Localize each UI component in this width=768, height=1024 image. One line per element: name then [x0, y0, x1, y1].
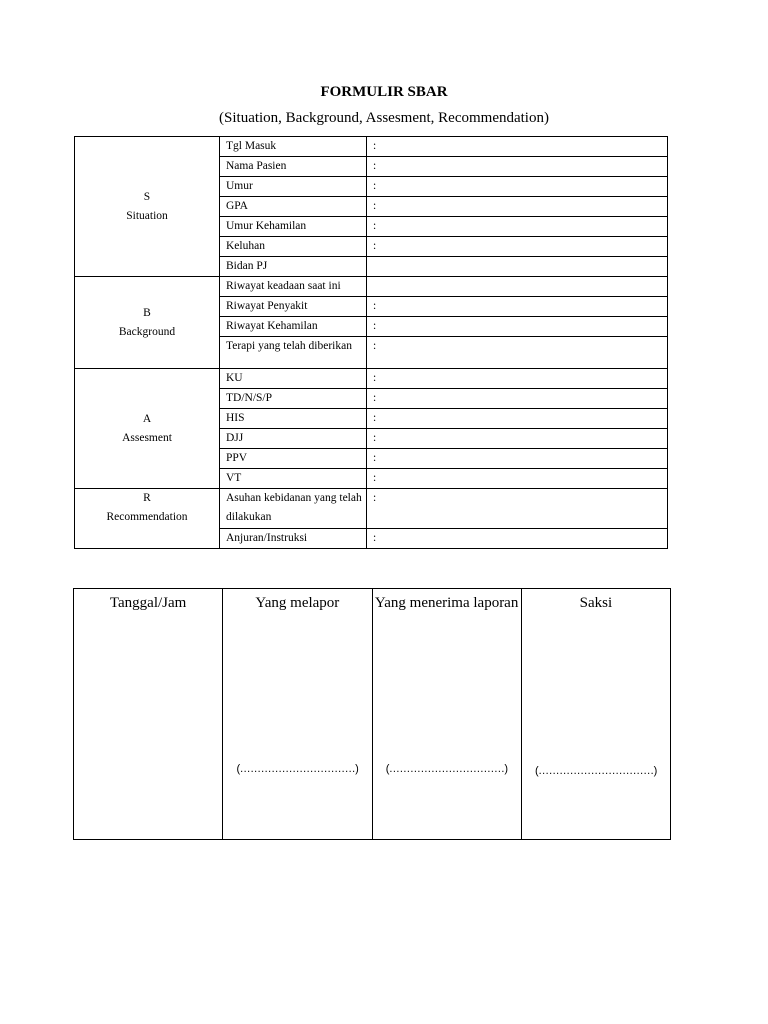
field-value[interactable]: : — [367, 389, 668, 409]
field-value[interactable]: : — [367, 529, 668, 549]
table-row — [75, 277, 668, 297]
field-value[interactable]: : — [367, 337, 668, 369]
field-label: Terapi yang telah diberikan — [220, 337, 367, 369]
field-label: Keluhan — [220, 237, 367, 257]
table-row — [75, 137, 668, 157]
field-label: HIS — [220, 409, 367, 429]
category-background — [75, 277, 220, 369]
field-label: PPV — [220, 449, 367, 469]
field-label: Nama Pasien — [220, 157, 367, 177]
field-value[interactable]: : — [367, 317, 668, 337]
category-assesment — [75, 369, 220, 489]
category-letter: S — [143, 190, 151, 203]
table-row — [74, 589, 671, 840]
signature-table — [73, 588, 671, 840]
column-header: Yang menerima laporan — [374, 595, 519, 611]
category-letter: A — [142, 412, 152, 425]
signature-line: (……………………………) — [534, 765, 657, 777]
field-value[interactable]: : — [367, 157, 668, 177]
category-name: Situation — [126, 209, 168, 222]
field-label: DJJ — [220, 429, 367, 449]
field-label: VT — [220, 469, 367, 489]
field-label: Umur — [220, 177, 367, 197]
table-row — [75, 489, 668, 529]
category-letter: R — [143, 492, 151, 504]
field-value[interactable]: : — [367, 137, 668, 157]
field-label: TD/N/S/P — [220, 389, 367, 409]
field-value[interactable]: : — [367, 489, 668, 529]
field-label: Umur Kehamilan — [220, 217, 367, 237]
category-recommendation — [75, 489, 220, 549]
column-header: Saksi — [579, 595, 613, 611]
field-value[interactable]: : — [367, 297, 668, 317]
table-row — [75, 369, 668, 389]
sbar-table — [74, 136, 668, 549]
field-value[interactable]: : — [367, 449, 668, 469]
field-value[interactable] — [367, 257, 668, 277]
field-value[interactable]: : — [367, 409, 668, 429]
field-label: Riwayat keadaan saat ini — [220, 277, 367, 297]
field-value[interactable]: : — [367, 197, 668, 217]
form-title: FORMULIR SBAR — [320, 84, 448, 100]
category-letter: B — [143, 306, 151, 319]
field-label: Tgl Masuk — [220, 137, 367, 157]
category-name: Assesment — [122, 431, 172, 444]
field-label: Anjuran/Instruksi — [220, 529, 367, 549]
field-value[interactable]: : — [367, 369, 668, 389]
signature-cell-date[interactable] — [74, 589, 223, 840]
field-label: Riwayat Kehamilan — [220, 317, 367, 337]
column-header: Yang melapor — [255, 595, 340, 611]
signature-cell-witness[interactable] — [521, 589, 670, 840]
field-label: Bidan PJ — [220, 257, 367, 277]
signature-line: (……………………………) — [236, 763, 359, 775]
field-value[interactable]: : — [367, 429, 668, 449]
signature-cell-receiver[interactable] — [372, 589, 521, 840]
category-name: Recommendation — [106, 511, 188, 523]
column-header: Tanggal/Jam — [109, 595, 187, 611]
field-label: GPA — [220, 197, 367, 217]
field-value[interactable]: : — [367, 237, 668, 257]
field-label: Asuhan kebidanan yang telah dilakukan — [220, 489, 367, 529]
signature-line: (……………………………) — [385, 763, 508, 775]
category-name: Background — [118, 325, 176, 338]
field-label: Riwayat Penyakit — [220, 297, 367, 317]
field-value[interactable]: : — [367, 177, 668, 197]
field-label: KU — [220, 369, 367, 389]
category-situation — [75, 137, 220, 277]
field-value[interactable]: : — [367, 217, 668, 237]
field-value[interactable] — [367, 277, 668, 297]
signature-cell-reporter[interactable] — [223, 589, 372, 840]
field-value[interactable]: : — [367, 469, 668, 489]
form-subtitle: (Situation, Background, Assesment, Recommendation) — [219, 110, 549, 126]
